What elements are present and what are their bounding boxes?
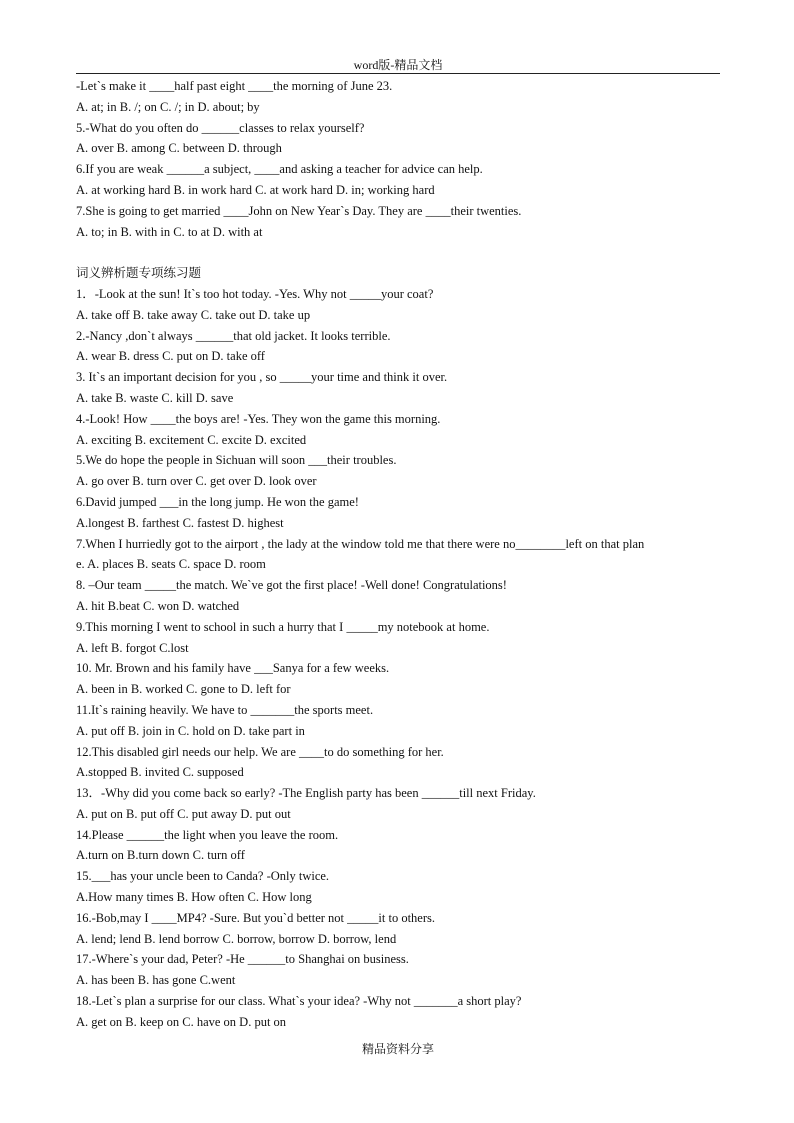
options-line: A. take off B. take away C. take out D. take up [76,307,311,322]
question-line: 7.She is going to get married ____John on New Year`s Day. They are ____their twenties. [76,203,522,218]
question-line: 14.Please ______the light when you leave the room. [76,827,339,842]
question-line: 17.-Where`s your dad, Peter? -He ______to Shanghai on business. [76,952,409,967]
question-line: 8. –Our team _____the match. We`ve got the first place! -Well done! Congratulations! [76,578,507,593]
options-line: A. put on B. put off C. put away D. put out [76,806,291,821]
document-body [76,76,720,1033]
options-line: A. exciting B. excitement C. excite D. excited [76,432,307,447]
section-gap [76,242,720,263]
options-line: A. put off B. join in C. hold on D. take part in [76,723,305,738]
question-line: 10. Mr. Brown and his family have ___Sanya for a few weeks. [76,661,390,676]
options-line: A. hit B.beat C. won D. watched [76,598,240,613]
options-line: A. has been B. has gone C.went [76,973,236,988]
question-line: 4.-Look! How ____the boys are! -Yes. They won the game this morning. [76,411,441,426]
options-line: A. at working hard B. in work hard C. at work hard D. in; working hard [76,182,435,197]
options-line: A.How many times B. How often C. How long [76,890,312,905]
options-line: A.stopped B. invited C. supposed [76,765,244,780]
question-line: 18.-Let`s plan a surprise for our class. What`s your idea? -Why not _______a short play? [76,994,522,1009]
question-line: 2.-Nancy ,don`t always ______that old jacket. It looks terrible. [76,328,391,343]
question-line: 9.This morning I went to school in such a hurry that I _____my notebook at home. [76,619,490,634]
exercise-lines [76,284,720,1033]
question-line: 1．-Look at the sun! It`s too hot today. -Yes. Why not _____your coat? [76,286,434,301]
page-footer: 精品资料分享 [361,1042,434,1056]
question-line: 16.-Bob,may I ____MP4? -Sure. But you`d better not _____it to others. [76,910,435,925]
question-line: 5.We do hope the people in Sichuan will soon ___their troubles. [76,453,397,468]
question-line: -Let`s make it ____half past eight ____the morning of June 23. [76,79,393,93]
question-line: 3. It`s an important decision for you , so _____your time and think it over. [76,370,448,385]
options-line: A. left B. forgot C.lost [76,640,189,655]
top-lines [76,76,720,242]
question-line: 13．-Why did you come back so early? -The English party has been ______till next Friday. [76,786,536,801]
question-line: 12.This disabled girl needs our help. We are ____to do something for her. [76,744,444,759]
options-line: A.longest B. farthest C. fastest D. highest [76,515,284,530]
options-line: e. A. places B. seats C. space D. room [76,557,266,572]
question-line: 7.When I hurriedly got to the airport , the lady at the window told me that there were no________left on that plan [76,536,645,551]
question-line: 5.-What do you often do ______classes to relax yourself? [76,120,365,135]
options-line: A. to; in B. with in C. to at D. with at [76,224,263,239]
options-line: A. over B. among C. between D. through [76,141,282,156]
options-line: A. go over B. turn over C. get over D. look over [76,474,317,489]
options-line: A. get on B. keep on C. have on D. put on [76,1014,287,1029]
question-line: 15.___has your uncle been to Canda? -Only twice. [76,869,330,884]
options-line: A. been in B. worked C. gone to D. left for [76,682,291,697]
options-line: A.turn on B.turn down C. turn off [76,848,245,863]
options-line: A. lend; lend B. lend borrow C. borrow, borrow D. borrow, lend [76,931,397,946]
page-header: word版-精品文档 [353,58,443,72]
question-line: 6.David jumped ___in the long jump. He won the game! [76,494,359,509]
options-line: A. take B. waste C. kill D. save [76,390,234,405]
question-line: 11.It`s raining heavily. We have to _______the sports meet. [76,702,374,717]
header-rule [76,73,720,74]
question-line: 6.If you are weak ______a subject, ____and asking a teacher for advice can help. [76,162,483,177]
options-line: A. at; in B. /; on C. /; in D. about; by [76,99,260,114]
section-title: 词义辨析题专项练习题 [76,265,202,281]
options-line: A. wear B. dress C. put on D. take off [76,349,265,364]
